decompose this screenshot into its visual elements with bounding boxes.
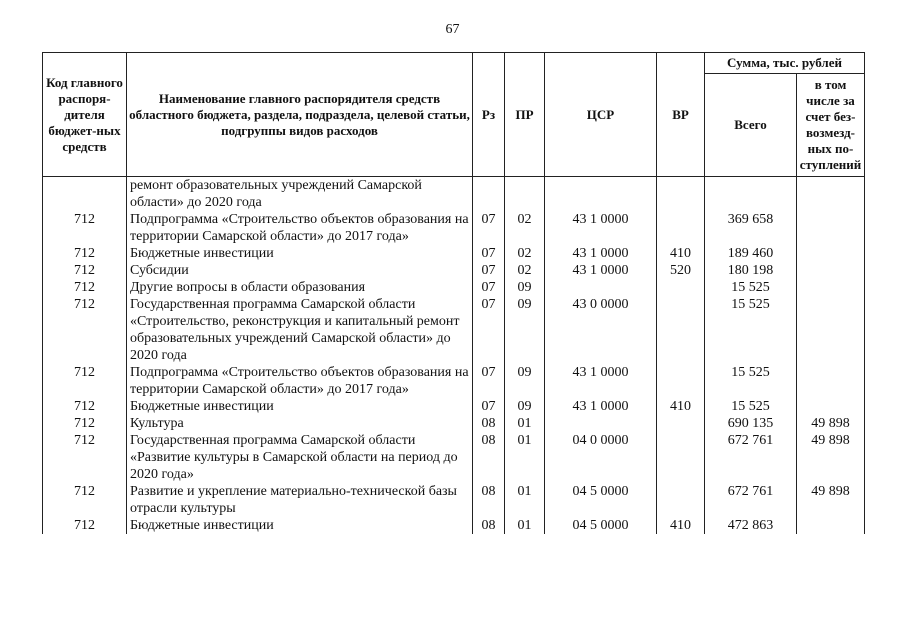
cell-rz: 07 xyxy=(473,245,505,262)
cell-name: Государственная программа Самарской области «Развитие культуры в Самарской области на период до 2020 года» xyxy=(127,432,473,483)
cell-rz: 07 xyxy=(473,364,505,398)
cell-total: 15 525 xyxy=(705,364,797,398)
cell-rz: 07 xyxy=(473,262,505,279)
cell-vr xyxy=(657,415,705,432)
cell-incl xyxy=(797,517,865,534)
cell-csr: 43 0 0000 xyxy=(545,296,657,364)
cell-incl xyxy=(797,364,865,398)
cell-code: 712 xyxy=(43,262,127,279)
cell-incl xyxy=(797,211,865,245)
cell-total: 15 525 xyxy=(705,279,797,296)
cell-pr: 01 xyxy=(505,517,545,534)
table-row xyxy=(43,517,865,534)
cell-code: 712 xyxy=(43,364,127,398)
cell-name: Бюджетные инвестиции xyxy=(127,245,473,262)
cell-csr: 43 1 0000 xyxy=(545,364,657,398)
cell-vr xyxy=(657,211,705,245)
cell-total: 15 525 xyxy=(705,296,797,364)
cell-vr: 410 xyxy=(657,517,705,534)
cell-csr: 04 0 0000 xyxy=(545,432,657,483)
cell-name: Государственная программа Самарской области «Строительство, реконструкция и капитальный ремонт образовательных учреждений Самарской области» до 2020 года xyxy=(127,296,473,364)
cell-name: Подпрограмма «Строительство объектов образования на территории Самарской области» до 2017 года» xyxy=(127,364,473,398)
cell-incl xyxy=(797,177,865,212)
page-number: 67 xyxy=(445,22,460,37)
cell-code: 712 xyxy=(43,245,127,262)
cell-name: Бюджетные инвестиции xyxy=(127,517,473,534)
table-row xyxy=(43,211,865,245)
cell-incl xyxy=(797,279,865,296)
cell-code: 712 xyxy=(43,432,127,483)
cell-code: 712 xyxy=(43,483,127,517)
cell-pr: 02 xyxy=(505,211,545,245)
cell-pr: 02 xyxy=(505,262,545,279)
cell-name: Бюджетные инвестиции xyxy=(127,398,473,415)
cell-csr: 43 1 0000 xyxy=(545,398,657,415)
cell-pr: 09 xyxy=(505,279,545,296)
cell-incl: 49 898 xyxy=(797,432,865,483)
cell-name: Культура xyxy=(127,415,473,432)
header-name: Наименование главного распорядителя средств областного бюджета, раздела, подраздела, целевой статьи, подгруппы видов расходов xyxy=(127,53,473,177)
cell-rz: 08 xyxy=(473,483,505,517)
cell-vr xyxy=(657,279,705,296)
cell-pr: 09 xyxy=(505,364,545,398)
cell-total xyxy=(705,177,797,212)
cell-pr: 09 xyxy=(505,296,545,364)
cell-total: 672 761 xyxy=(705,483,797,517)
cell-incl: 49 898 xyxy=(797,483,865,517)
cell-rz: 07 xyxy=(473,296,505,364)
cell-incl xyxy=(797,398,865,415)
header-vr: ВР xyxy=(657,53,705,177)
header-csr: ЦСР xyxy=(545,53,657,177)
cell-name: Другие вопросы в области образования xyxy=(127,279,473,296)
cell-total: 180 198 xyxy=(705,262,797,279)
cell-incl xyxy=(797,296,865,364)
cell-pr: 09 xyxy=(505,398,545,415)
cell-pr: 01 xyxy=(505,415,545,432)
cell-total: 369 658 xyxy=(705,211,797,245)
cell-rz: 08 xyxy=(473,517,505,534)
cell-total: 189 460 xyxy=(705,245,797,262)
cell-code xyxy=(43,177,127,212)
cell-rz: 07 xyxy=(473,279,505,296)
cell-csr: 04 5 0000 xyxy=(545,517,657,534)
cell-code: 712 xyxy=(43,398,127,415)
cell-incl xyxy=(797,262,865,279)
cell-pr: 02 xyxy=(505,245,545,262)
cell-csr: 43 1 0000 xyxy=(545,211,657,245)
cell-csr: 43 1 0000 xyxy=(545,245,657,262)
cell-rz: 08 xyxy=(473,432,505,483)
cell-pr: 01 xyxy=(505,432,545,483)
cell-rz: 07 xyxy=(473,398,505,415)
cell-csr: 04 5 0000 xyxy=(545,483,657,517)
cell-code: 712 xyxy=(43,211,127,245)
table-row xyxy=(43,483,865,517)
cell-code: 712 xyxy=(43,279,127,296)
cell-vr xyxy=(657,364,705,398)
cell-total: 15 525 xyxy=(705,398,797,415)
cell-incl: 49 898 xyxy=(797,415,865,432)
table-row xyxy=(43,262,865,279)
cell-name: ремонт образовательных учреждений Самарской области» до 2020 года xyxy=(127,177,473,212)
header-code: Код главного распоря-дителя бюджет-ных средств xyxy=(43,53,127,177)
table-row xyxy=(43,177,865,212)
cell-total: 672 761 xyxy=(705,432,797,483)
cell-name: Субсидии xyxy=(127,262,473,279)
cell-rz: 08 xyxy=(473,415,505,432)
cell-pr xyxy=(505,177,545,212)
header-pr: ПР xyxy=(505,53,545,177)
cell-csr xyxy=(545,279,657,296)
cell-total: 690 135 xyxy=(705,415,797,432)
cell-incl xyxy=(797,245,865,262)
header-sum: Сумма, тыс. рублей xyxy=(705,53,865,74)
cell-vr xyxy=(657,296,705,364)
cell-vr: 410 xyxy=(657,398,705,415)
budget-table xyxy=(42,52,865,534)
cell-code: 712 xyxy=(43,517,127,534)
header-incl: в том числе за счет без-возмезд-ных по-ступлений xyxy=(797,74,865,177)
table-row xyxy=(43,398,865,415)
cell-csr xyxy=(545,177,657,212)
cell-rz: 07 xyxy=(473,211,505,245)
header-total: Всего xyxy=(705,74,797,177)
cell-pr: 01 xyxy=(505,483,545,517)
cell-vr xyxy=(657,177,705,212)
cell-vr: 520 xyxy=(657,262,705,279)
cell-vr xyxy=(657,483,705,517)
table-row xyxy=(43,432,865,483)
table-row xyxy=(43,279,865,296)
table-row xyxy=(43,364,865,398)
cell-csr xyxy=(545,415,657,432)
cell-vr xyxy=(657,432,705,483)
cell-csr: 43 1 0000 xyxy=(545,262,657,279)
cell-name: Подпрограмма «Строительство объектов образования на территории Самарской области» до 2017 года» xyxy=(127,211,473,245)
cell-rz xyxy=(473,177,505,212)
table-row xyxy=(43,245,865,262)
table-row xyxy=(43,415,865,432)
table-row xyxy=(43,296,865,364)
cell-vr: 410 xyxy=(657,245,705,262)
cell-total: 472 863 xyxy=(705,517,797,534)
cell-name: Развитие и укрепление материально-технической базы отрасли культуры xyxy=(127,483,473,517)
cell-code: 712 xyxy=(43,296,127,364)
cell-code: 712 xyxy=(43,415,127,432)
header-rz: Рз xyxy=(473,53,505,177)
